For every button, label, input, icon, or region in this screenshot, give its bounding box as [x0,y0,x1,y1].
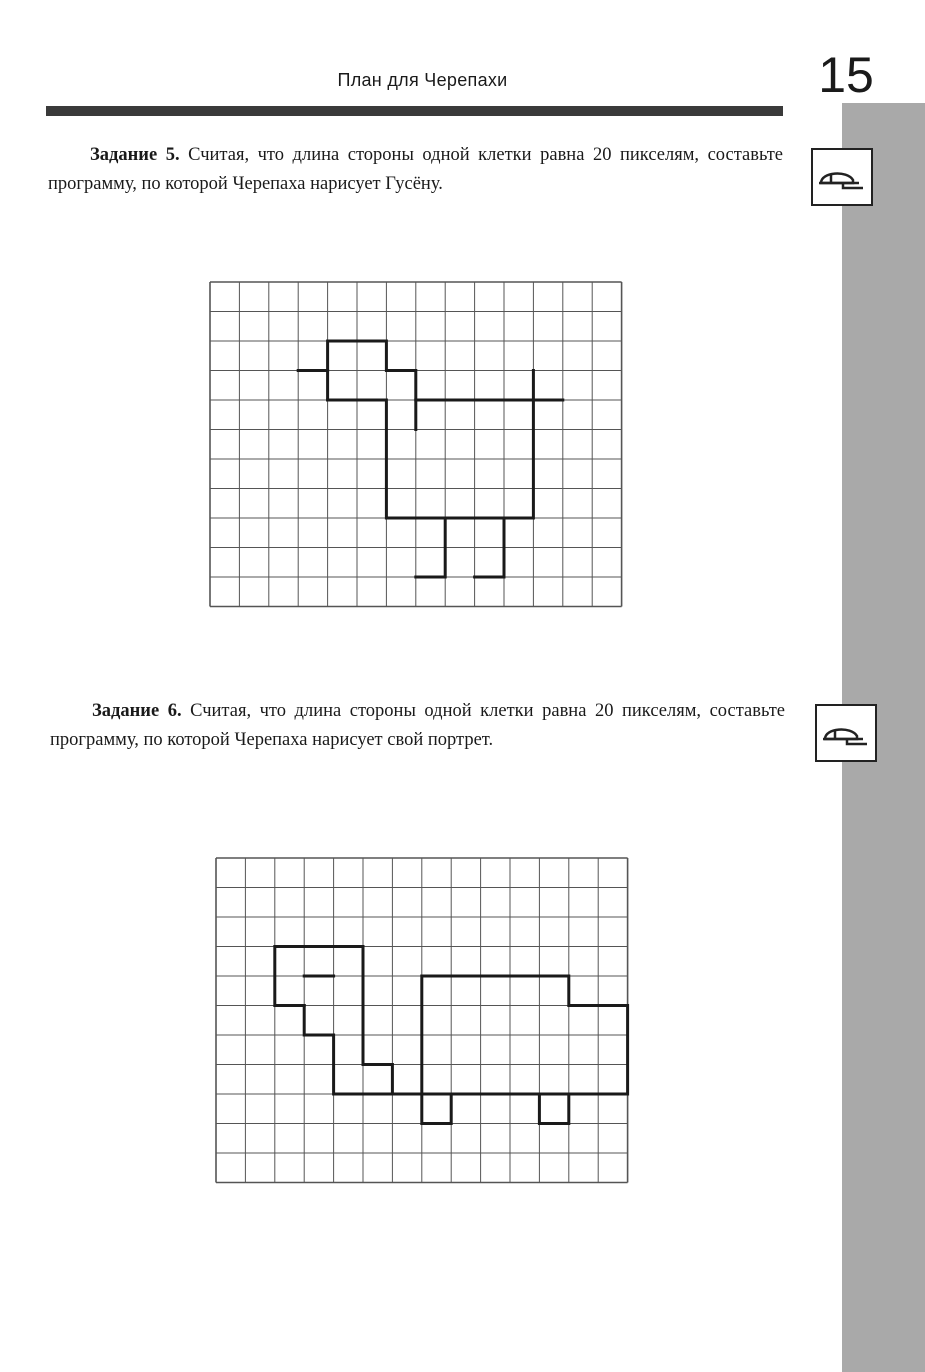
task-6-figure-line [422,1094,451,1124]
task-6 [50,697,785,755]
task-6-grid [214,856,630,1186]
mouse-icon [811,148,873,206]
task-6-title: Задание 6. [92,701,182,721]
task-6-paragraph [50,697,785,755]
page-number: 15 [818,47,874,103]
task-5-grid [208,280,624,610]
task-5-title: Задание 5. [90,145,180,165]
running-title: План для Черепахи [337,70,508,90]
task-5 [48,141,783,199]
task-5-figure-line [328,341,416,430]
task-6-figure-line [539,1094,568,1124]
task-5-text: Считая, что длина стороны одной клетки равна 20 пикселям, составьте программу, по которой Черепаха нарисует Гусёну. [48,145,784,194]
mouse-icon [815,704,877,762]
task-5-paragraph [48,141,783,199]
task-5-figure-line [328,371,534,519]
task-6-text: Считая, что длина стороны одной клетки равна 20 пикселям, составьте программу, по которой Черепаха нарисует свой портрет. [50,701,786,750]
header-rule [46,106,783,116]
